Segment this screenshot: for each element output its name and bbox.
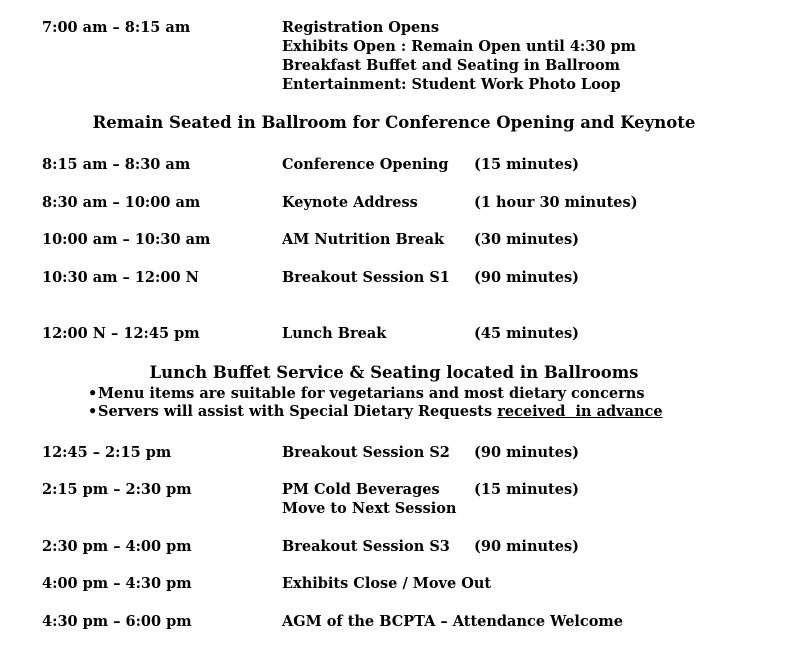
- lunch-note: [88, 385, 663, 403]
- event-cell: Breakout Session S3: [282, 538, 450, 555]
- duration-cell: (1 hour 30 minutes): [474, 194, 638, 211]
- event-cell: AM Nutrition Break: [282, 231, 445, 248]
- lunch-note-emphasis: received in advance: [497, 403, 663, 420]
- time-cell: 12:00 N – 12:45 pm: [42, 325, 200, 342]
- time-cell: 2:30 pm – 4:00 pm: [42, 538, 192, 555]
- time-cell: 7:00 am – 8:15 am: [42, 19, 191, 36]
- time-cell: 10:30 am – 12:00 N: [42, 269, 199, 286]
- event-cell: Breakout Session S1: [282, 269, 450, 286]
- lunch-note: [88, 403, 663, 421]
- event-line: Exhibits Open : Remain Open until 4:30 pm: [282, 38, 636, 55]
- time-cell: 4:30 pm – 6:00 pm: [42, 613, 192, 630]
- event-cell: AGM of the BCPTA – Attendance Welcome: [282, 613, 624, 630]
- lunch-note-text: Servers will assist with Special Dietary Requests: [98, 403, 498, 420]
- event-line: PM Cold Beverages: [282, 481, 440, 498]
- event-line: Move to Next Session: [282, 500, 457, 517]
- section-heading-lunch: Lunch Buffet Service & Seating located in Ballrooms: [149, 363, 639, 382]
- duration-cell: (15 minutes): [474, 156, 579, 173]
- time-cell: 2:15 pm – 2:30 pm: [42, 481, 192, 498]
- event-line: Registration Opens: [282, 19, 439, 36]
- event-cell: Keynote Address: [282, 194, 418, 211]
- event-cell: Lunch Break: [282, 325, 387, 342]
- event-line: Entertainment: Student Work Photo Loop: [282, 76, 621, 93]
- duration-cell: (90 minutes): [474, 269, 579, 286]
- event-cell: Conference Opening: [282, 156, 449, 173]
- event-cell: Exhibits Close / Move Out: [282, 575, 492, 592]
- duration-cell: (15 minutes): [474, 481, 579, 498]
- event-cell: [282, 18, 636, 94]
- time-cell: 12:45 – 2:15 pm: [42, 444, 172, 461]
- duration-cell: (90 minutes): [474, 538, 579, 555]
- event-cell: [282, 480, 456, 518]
- time-cell: 4:00 pm – 4:30 pm: [42, 575, 192, 592]
- time-cell: 8:15 am – 8:30 am: [42, 156, 191, 173]
- bullet-icon: •: [88, 403, 98, 420]
- bullet-icon: •: [88, 385, 98, 402]
- lunch-notes-list: [88, 385, 663, 421]
- time-cell: 8:30 am – 10:00 am: [42, 194, 201, 211]
- duration-cell: (30 minutes): [474, 231, 579, 248]
- lunch-note-text: Menu items are suitable for vegetarians and most dietary concerns: [98, 385, 645, 402]
- section-heading-keynote: Remain Seated in Ballroom for Conference Opening and Keynote: [92, 113, 696, 132]
- event-line: Breakfast Buffet and Seating in Ballroom: [282, 57, 621, 74]
- duration-cell: (90 minutes): [474, 444, 579, 461]
- duration-cell: (45 minutes): [474, 325, 579, 342]
- time-cell: 10:00 am – 10:30 am: [42, 231, 211, 248]
- event-cell: Breakout Session S2: [282, 444, 450, 461]
